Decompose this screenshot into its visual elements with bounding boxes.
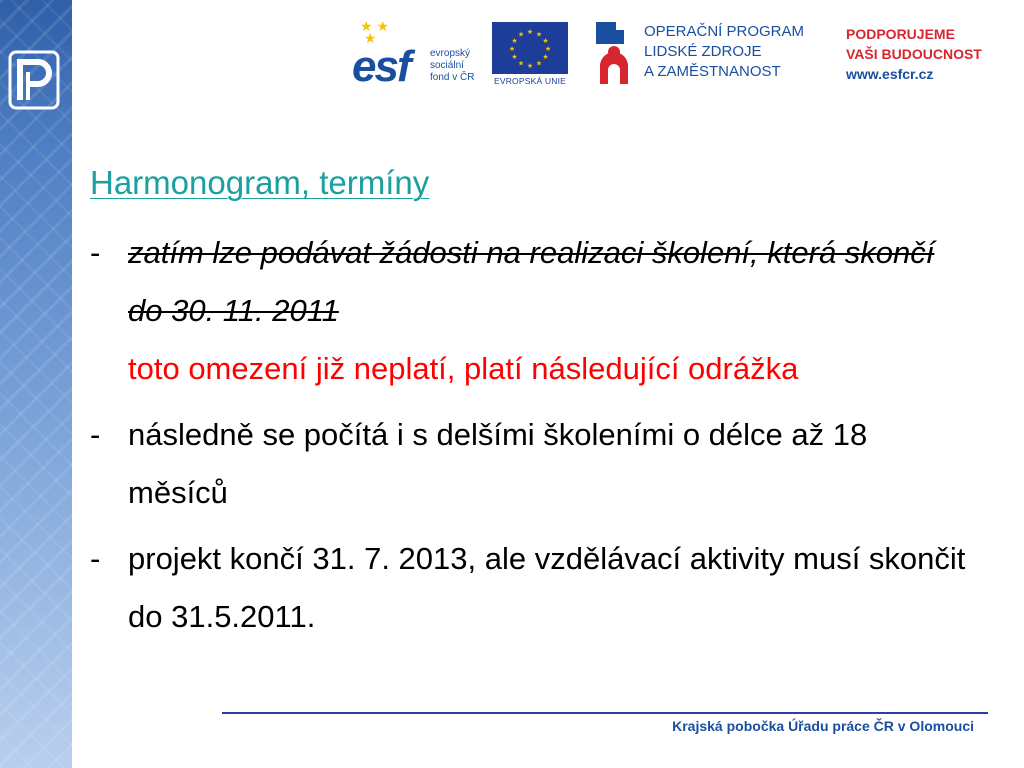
struck-text: zatím lze podávat žádosti na realizaci školení, která skončí do 30. 11. 2011 [128, 235, 935, 328]
bullet-list [90, 224, 970, 654]
svg-text:★: ★ [517, 59, 525, 68]
list-item [90, 224, 970, 398]
labour-office-logo-icon [8, 50, 60, 110]
svg-text:★: ★ [526, 62, 534, 70]
side-decorative-stripe [0, 0, 72, 768]
svg-text:★: ★ [526, 28, 534, 36]
esf-mark: esf [352, 42, 410, 91]
svg-text:★: ★ [535, 59, 543, 68]
svg-text:★: ★ [542, 37, 549, 45]
dash-bullet: - [90, 417, 101, 452]
esf-logo [348, 18, 488, 90]
svg-text:★: ★ [535, 30, 543, 39]
svg-text:★: ★ [517, 30, 525, 39]
dash-bullet: - [90, 235, 101, 270]
svg-text:★: ★ [511, 53, 518, 61]
eu-label: EVROPSKÁ UNIE [493, 76, 567, 86]
list-item [90, 406, 970, 522]
esf-stars-icon: ★ ★ ★ [360, 18, 389, 46]
header-logos [348, 18, 1004, 92]
eu-flag-icon [492, 22, 568, 74]
op-lzz-text: OPERAČNÍ PROGRAM LIDSKÉ ZDROJE A ZAMĚSTNANOST [644, 23, 805, 80]
footer-text: Krajská pobočka Úřadu práce ČR v Olomouci [672, 718, 974, 734]
support-url: www.esfcr.cz [846, 66, 934, 82]
svg-text:★: ★ [542, 53, 549, 61]
correction-note: toto omezení již neplatí, platí následující odrážka [128, 351, 799, 386]
op-lzz-logo-icon [592, 20, 636, 86]
list-item [90, 530, 970, 646]
svg-text:★: ★ [544, 45, 552, 53]
item-text: projekt končí 31. 7. 2013, ale vzdělávací aktivity musí skončit do 31.5.2011. [128, 541, 966, 634]
slide-heading: Harmonogram, termíny [90, 164, 430, 201]
footer-divider [222, 712, 988, 714]
svg-text:★: ★ [508, 45, 516, 53]
dash-bullet: - [90, 541, 101, 576]
item-text: následně se počítá i s delšími školeními o délce až 18 měsíců [128, 417, 868, 510]
svg-text:★: ★ [511, 37, 518, 45]
esf-subtitle: evropský sociální fond v ČR [430, 48, 475, 83]
support-slogan: PODPORUJEME VAŠI BUDOUCNOST www.esfcr.cz [846, 26, 982, 82]
